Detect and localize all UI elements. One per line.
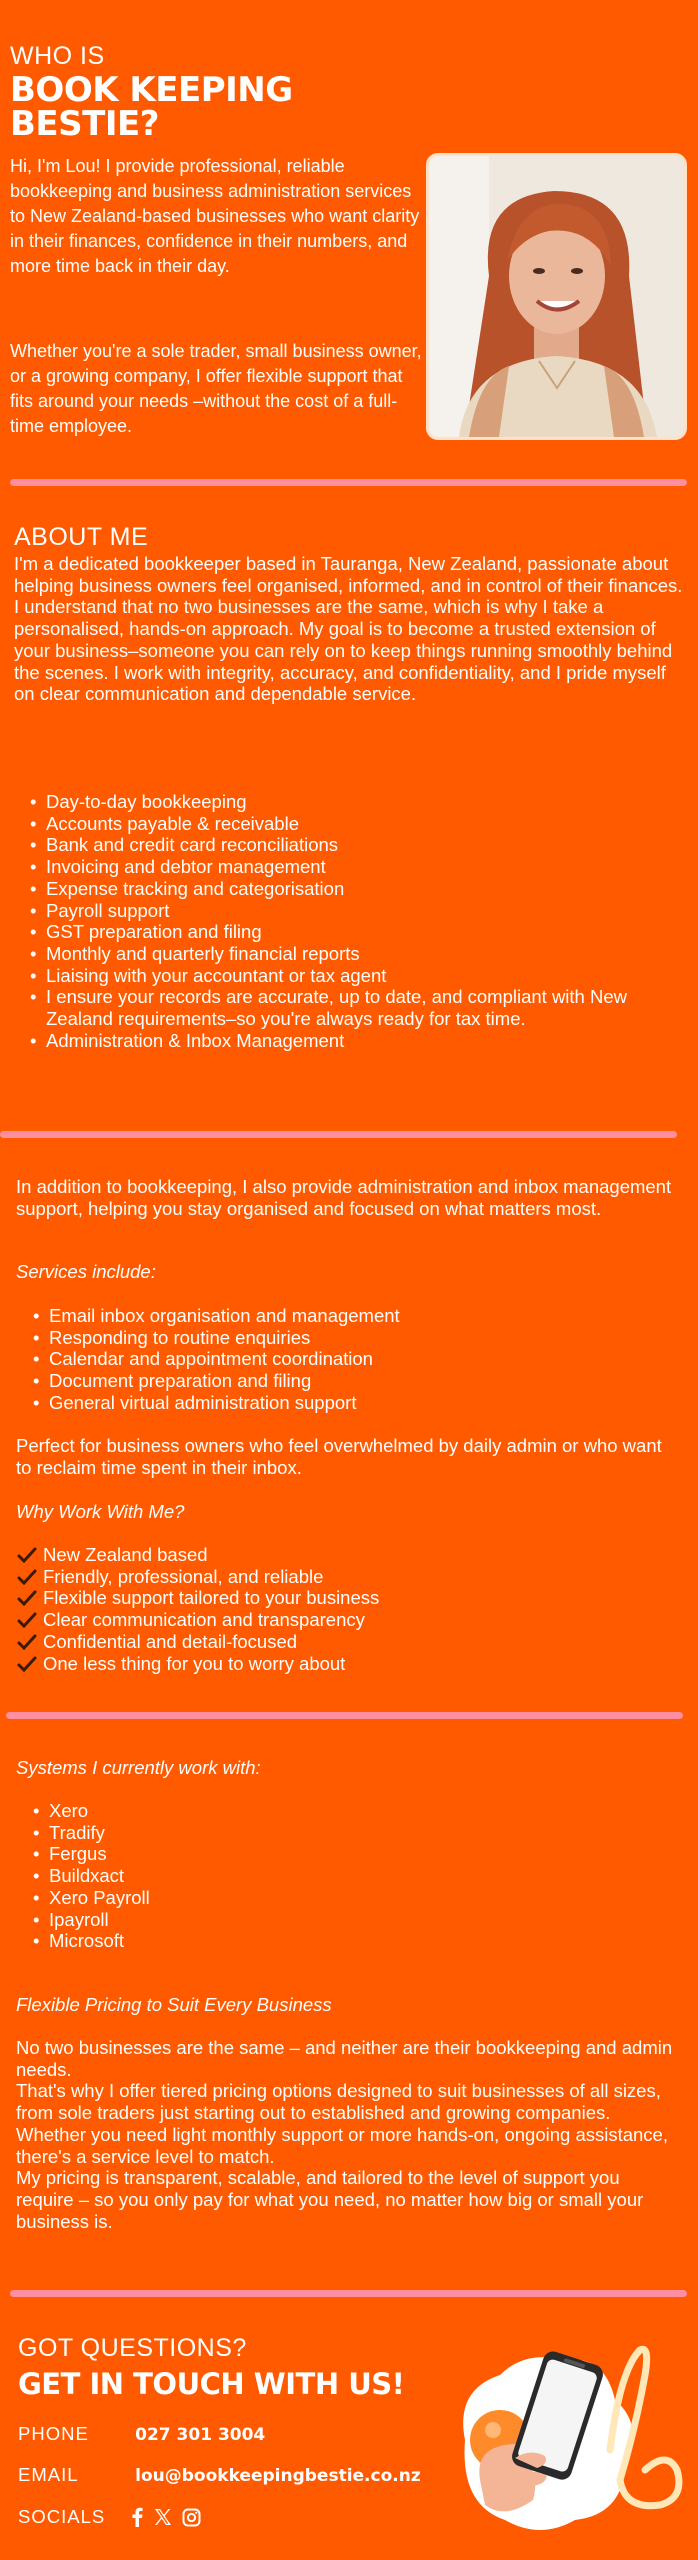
- list-item: Confidential and detail-focused: [16, 1631, 676, 1653]
- about-heading: ABOUT ME: [14, 523, 149, 551]
- list-item: One less thing for you to worry about: [16, 1653, 676, 1675]
- got-questions-label: GOT QUESTIONS?: [18, 2334, 247, 2362]
- list-item: • Buildxact: [33, 1865, 673, 1887]
- list-item: • Bank and credit card reconciliations: [30, 834, 680, 856]
- about-text: I'm a dedicated bookkeeper based in Tauranga, New Zealand, passionate about helping business owners feel organised, informed, and in control of their finances. I understand that no two businesses are the same, which is why I take a personalised, hands-on approach. My goal is to become a trusted extension of your business–someone you can rely on to keep things running smoothly behind the scenes. I work with integrity, accuracy, and confidentiality, and I pride myself on clear communication and dependable service.: [14, 553, 683, 705]
- section-divider: [0, 1131, 677, 1138]
- list-item: • Document preparation and filing: [33, 1370, 673, 1392]
- checkmark-icon: [17, 1656, 37, 1672]
- list-item: • Microsoft: [33, 1930, 673, 1952]
- portrait-illustration: [429, 156, 684, 437]
- section-divider: [10, 479, 687, 486]
- list-item: • Accounts payable & receivable: [30, 813, 680, 835]
- why-heading: Why Work With Me?: [16, 1501, 185, 1522]
- list-item: • I ensure your records are accurate, up to date, and compliant with New Zealand requirements–so you're always ready for tax time.: [30, 986, 680, 1029]
- socials-label: SOCIALS: [18, 2506, 106, 2527]
- admin-services-heading: Services include:: [16, 1261, 156, 1282]
- checkmark-icon: [17, 1569, 37, 1585]
- list-item: • Tradify: [33, 1822, 673, 1844]
- pricing-paragraph-3: My pricing is transparent, scalable, and tailored to the level of support you require – so you only pay for what you need, no matter how big or small your business is.: [16, 2167, 644, 2232]
- checkmark-icon: [17, 1547, 37, 1563]
- checkmark-icon: [17, 1612, 37, 1628]
- instagram-icon[interactable]: [182, 2508, 201, 2527]
- pricing-paragraph-1: No two businesses are the same – and neither are their bookkeeping and admin needs.: [16, 2037, 673, 2080]
- title-line-2: BESTIE?: [10, 104, 159, 144]
- list-item: • Liaising with your accountant or tax agent: [30, 965, 680, 987]
- list-item: Flexible support tailored to your business: [16, 1587, 676, 1609]
- list-item: • Ipayroll: [33, 1909, 673, 1931]
- checkmark-icon: [17, 1634, 37, 1650]
- list-item: • Fergus: [33, 1843, 673, 1865]
- why-list: [16, 1544, 676, 1674]
- admin-intro: In addition to bookkeeping, I also provide administration and inbox management support, helping you stay organised and focused on what matters most.: [16, 1176, 672, 1219]
- list-item: • Xero Payroll: [33, 1887, 673, 1909]
- list-item: • Monthly and quarterly financial reports: [30, 943, 680, 965]
- profile-photo: [426, 153, 687, 440]
- page-title: [10, 70, 293, 144]
- list-item: • Payroll support: [30, 900, 680, 922]
- systems-list: [33, 1800, 673, 1952]
- section-divider: [10, 2290, 687, 2297]
- intro-paragraph-2: Whether you're a sole trader, small business owner, or a growing company, I offer flexible support that fits around your needs –without the cost of a full-time employee.: [10, 341, 422, 436]
- list-item: • GST preparation and filing: [30, 921, 680, 943]
- phone-row: [18, 2423, 265, 2445]
- list-item: Friendly, professional, and reliable: [16, 1566, 676, 1588]
- who-is-label: WHO IS: [10, 42, 105, 70]
- list-item: • Administration & Inbox Management: [30, 1030, 680, 1052]
- socials-row: [18, 2506, 201, 2528]
- email-row: [18, 2464, 421, 2486]
- title-line-1: BOOK KEEPING: [10, 70, 293, 110]
- intro-paragraph-1: Hi, I'm Lou! I provide professional, reliable bookkeeping and business administration services to New Zealand-based businesses who want clarity in their finances, confidence in their numbers, and more time back in their day.: [10, 156, 420, 276]
- phone-hand-illustration: [445, 2330, 690, 2550]
- list-item: • Email inbox organisation and management: [33, 1305, 673, 1327]
- phone-link[interactable]: 027 301 3004: [135, 2425, 266, 2445]
- facebook-icon[interactable]: [130, 2507, 144, 2527]
- x-icon[interactable]: [154, 2508, 172, 2526]
- pricing-text: [16, 2037, 681, 2232]
- list-item: • Responding to routine enquiries: [33, 1327, 673, 1349]
- cta-heading: GET IN TOUCH WITH US!: [18, 2367, 405, 2401]
- systems-heading: Systems I currently work with:: [16, 1757, 261, 1778]
- list-item: New Zealand based: [16, 1544, 676, 1566]
- admin-services-list: [33, 1305, 673, 1414]
- list-item: • Expense tracking and categorisation: [30, 878, 680, 900]
- list-item: Clear communication and transparency: [16, 1609, 676, 1631]
- phone-label: PHONE: [18, 2423, 89, 2444]
- pricing-paragraph-2: That's why I offer tiered pricing options designed to suit businesses of all sizes, from sole traders just starting out to established and growing companies. Whether you need light monthly support or more hands-on, ongoing assistance, there's a service level to match.: [16, 2080, 668, 2167]
- section-divider: [6, 1712, 683, 1719]
- admin-closing: Perfect for business owners who feel overwhelmed by daily admin or who want to reclaim time spent in their inbox.: [16, 1435, 662, 1478]
- email-link[interactable]: lou@bookkeepingbestie.co.nz: [135, 2466, 421, 2486]
- bookkeeping-services-list: [30, 791, 680, 1051]
- pricing-heading: Flexible Pricing to Suit Every Business: [16, 1994, 332, 2015]
- list-item: • Xero: [33, 1800, 673, 1822]
- list-item: • Day-to-day bookkeeping: [30, 791, 680, 813]
- list-item: • General virtual administration support: [33, 1392, 673, 1414]
- list-item: • Calendar and appointment coordination: [33, 1348, 673, 1370]
- list-item: • Invoicing and debtor management: [30, 856, 680, 878]
- checkmark-icon: [17, 1590, 37, 1606]
- email-label: EMAIL: [18, 2464, 79, 2485]
